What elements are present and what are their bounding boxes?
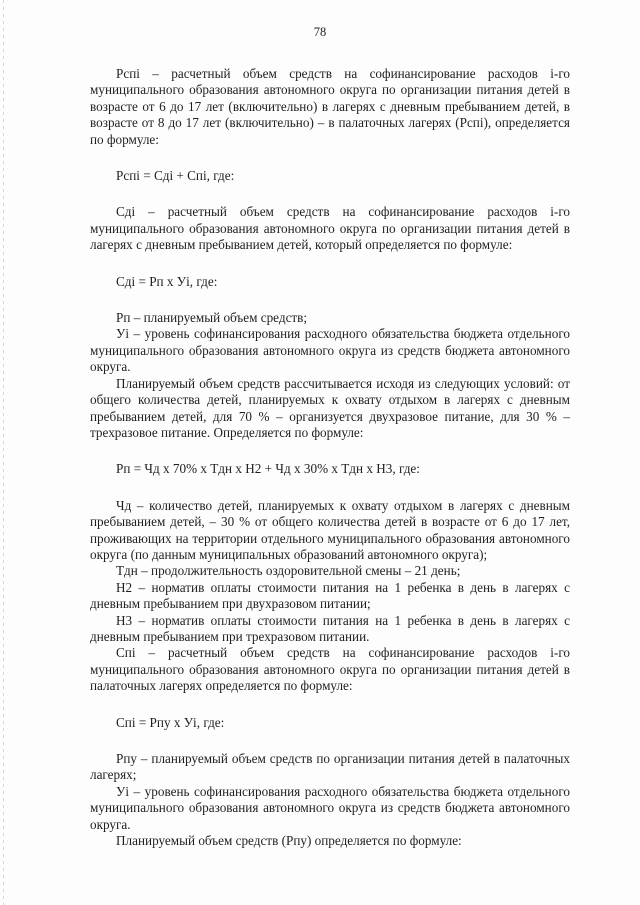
page-number: 78 — [313, 25, 327, 39]
paragraph-rpu-formula-intro: Планируемый объем средств (Рпу) определяется по формуле: — [116, 833, 462, 849]
paragraph-spi-definition: Спі – расчетный объем средств на софинансирование расходов і-го муниципального образования автономного округа по организации питания детей в палаточных лагерях определяется по формуле: — [90, 645, 570, 694]
formula-rp: Рп = Чд х 70% х Тдн х Н2 + Чд х 30% х Тдн х Н3, где: — [116, 461, 420, 477]
paragraph-n3-definition: Н3 – норматив оплаты стоимости питания на 1 ребенка в день в лагерях с дневным пребыванием при трехразовом питании. — [90, 612, 570, 644]
paragraph-rpu-definition: Рпу – планируемый объем средств по организации питания детей в палаточных лагерях; — [90, 751, 570, 783]
paragraph-rspi-definition: Рспі – расчетный объем средств на софинансирование расходов і-го муниципального образования автономного округа по организации питания детей в возрасте от 6 до 17 лет (включительно) в лагерях с дневным пребыванием детей, в возрасте от 8 до 17 лет (включительно) – в палаточных лагерях (Рспі), определяется по формуле: — [90, 66, 570, 147]
paragraph-ui-definition-2: Уі – уровень софинансирования расходного обязательства бюджета отдельного муниципального образования автономного округа из средств бюджета автономного округа. — [90, 783, 570, 832]
paragraph-tdn-definition: Тдн – продолжительность оздоровительной смены – 21 день; — [116, 563, 461, 579]
formula-sdi: Сді = Рп х Уі, где: — [116, 273, 218, 289]
paragraph-sdi-definition: Сді – расчетный объем средств на софинансирование расходов і-го муниципального образования автономного округа по организации питания детей в лагерях с дневным пребыванием детей, который определяется по формуле: — [90, 204, 570, 253]
document-body — [90, 66, 570, 849]
formula-spi: Спі = Рпу х Уі, где: — [116, 714, 225, 730]
paragraph-n2-definition: Н2 – норматив оплаты стоимости питания на 1 ребенка в день в лагерях с дневным пребыванием при двухразовом питании; — [90, 579, 570, 612]
paragraph-chd-definition: Чд – количество детей, планируемых к охвату отдыхом в лагерях с дневным пребыванием детей, – 30 % от общего количества детей в возрасте от 6 до 17 лет, проживающих на территории отдельного муниципального образования автономного округа (по данным муниципальных образований автономного округа); — [90, 497, 570, 562]
scan-edge-artifact — [3, 0, 4, 905]
paragraph-ui-definition: Уі – уровень софинансирования расходного обязательства бюджета отдельного муниципального образования автономного округа из средств бюджета автономного округа. — [90, 326, 570, 375]
formula-rspi: Рспі = Сді + Спі, где: — [116, 168, 235, 184]
paragraph-conditions: Планируемый объем средств рассчитывается исходя из следующих условий: от общего количества детей, планируемых к охвату отдыхом в лагерях с дневным пребыванием детей, для 70 % – организуется двухразовое питание, для 30 % – трехразовое питание. Определяется по формуле: — [90, 375, 570, 440]
paragraph-rp-definition: Рп – планируемый объем средств; — [116, 310, 308, 326]
